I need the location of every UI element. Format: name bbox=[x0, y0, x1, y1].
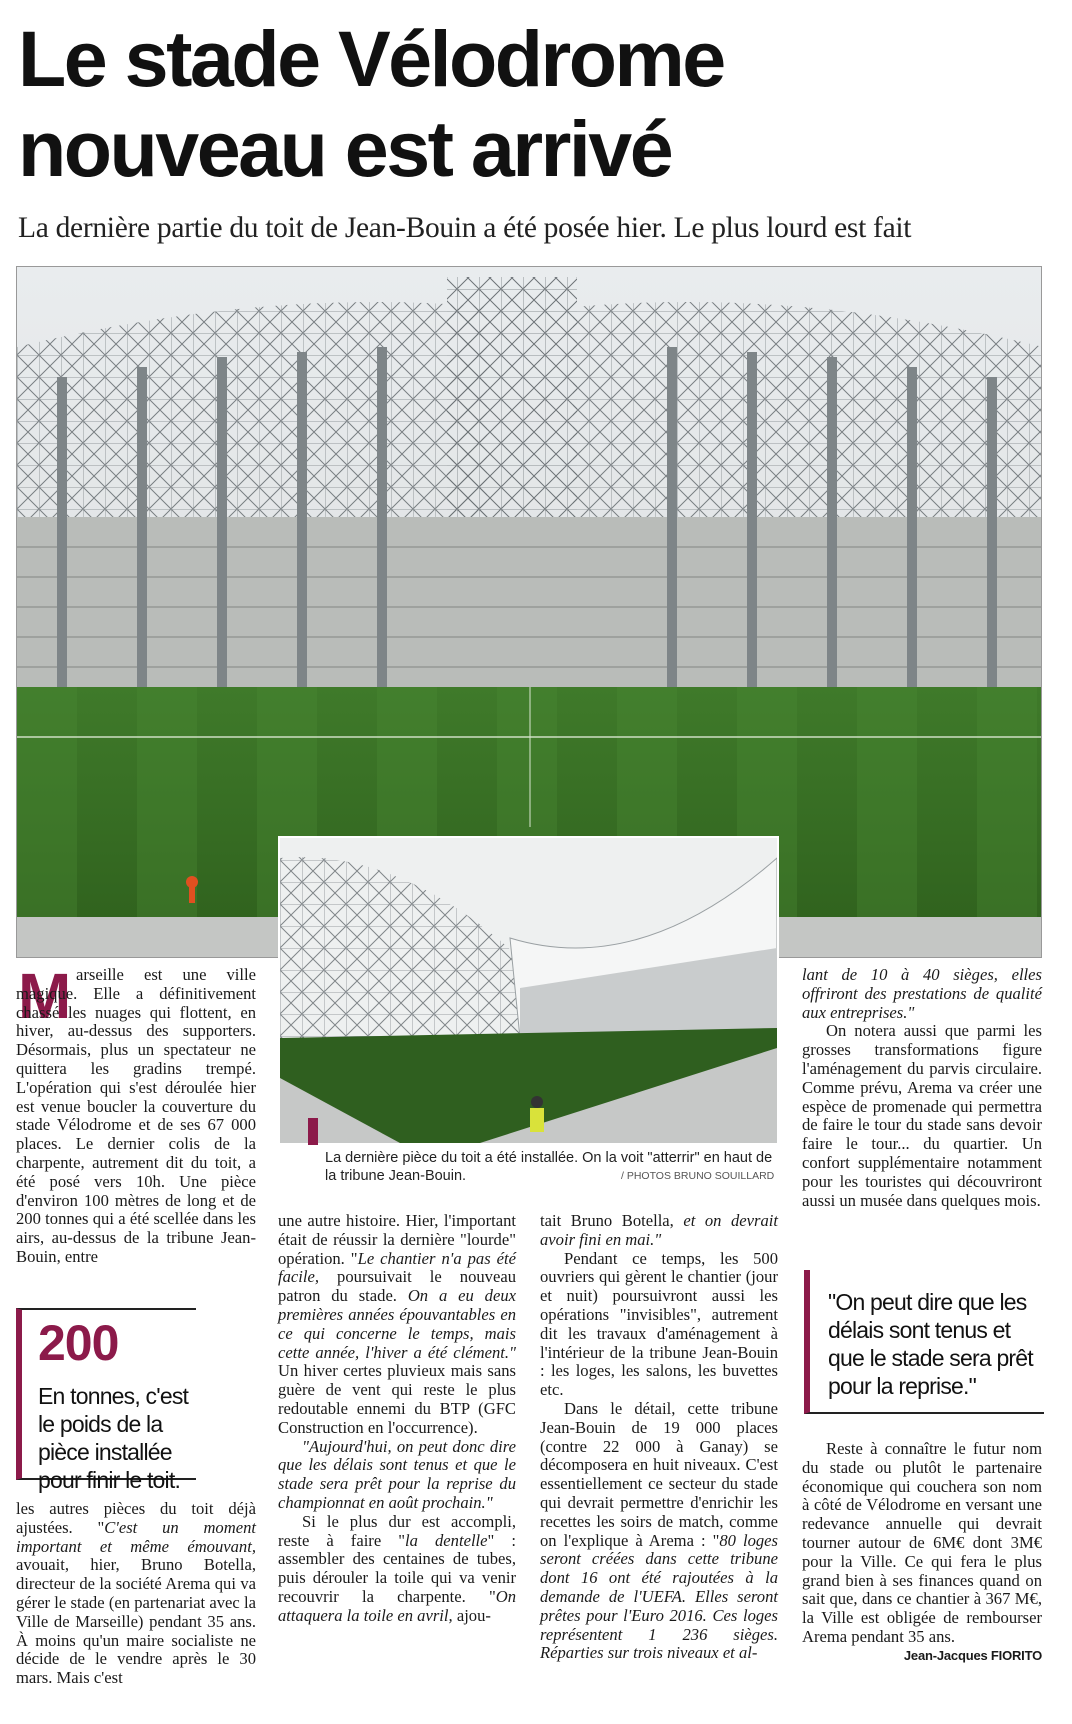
col3-p3-text: Dans le détail, cette tribune Jean-Bouin de 19 000 places (contre 22 000 à Ganay) se décomposera en huit niveaux. C'est essentiellement ce secteur du stade qui devrait permettre d'enrichir les recettes les soirs de match, comme on l'explique à Arema : " bbox=[540, 1398, 778, 1550]
col4-p3-text: Reste à connaître le futur nom du stade ou plutôt le partenaire économique qui couchera son nom à côté de Vélodrome en versant une redevance annuelle qui devrait tourner autour de 6M€ dont 3M€ pour la Ville. Ce qui fera le plus grand bien à ses finances quand on sait que, dans ce chantier à 367 M€, la Ville est obligée de rembourser Arema pendant 35 ans. bbox=[802, 1439, 1042, 1646]
stat-box bbox=[16, 1308, 196, 1493]
col3-paragraph-2: Pendant ce temps, les 500 ouvriers qui gèrent le chantier (jour et nuit) poursuivront aussi les opérations "invisibles", autrement dit les travaux d'aménagement à l'intérieur de la tribune Jean-Bouin : les loges, les salons, les buvettes etc. bbox=[540, 1248, 778, 1400]
col3-p3-quote: 80 loges seront créées dans cette tribune dont 16 ont été rajoutées à la demande de l'UEFA. Elles seront prêtes pour l'Euro 2016. Ces loges représentent 1 236 sièges. Réparties sur trois niveaux et al- bbox=[540, 1530, 778, 1663]
photo-caption bbox=[325, 1149, 775, 1185]
col2-p2-quote: "Aujourd'hui, on peut donc dire que les délais sont tenus et que le stade sera prêt pour la reprise du championnat en août prochain." bbox=[278, 1436, 516, 1512]
col2-p1-text-a: une autre histoire. Hier, l'important était de réussir la dernière "lourde" opération. " bbox=[278, 1211, 516, 1268]
pull-quote-box bbox=[804, 1270, 1044, 1414]
col2-p1-quote-1: Le chantier n'a pas été facile, bbox=[278, 1248, 516, 1287]
col2-paragraph-3 bbox=[278, 1513, 516, 1626]
col1-paragraph-2 bbox=[16, 1500, 256, 1688]
subheadline: La dernière partie du toit de Jean-Bouin a été posée hier. Le plus lourd est fait bbox=[18, 212, 912, 244]
col2-paragraph-1 bbox=[278, 1212, 516, 1438]
article-column-1 bbox=[16, 960, 256, 1267]
caption-box bbox=[278, 1145, 779, 1193]
col4-paragraph-2: On notera aussi que parmi les grosses transformations figure l'aménagement du parvis circulaire. Comme prévu, Arema va créer une espèce de promenade qui permettra de faire le tour du stade sans devoir faire le tour... du quartier. Un confort supplémentaire notamment pour les touristes qui découvriront aussi un musée dans quelques mois. bbox=[802, 1021, 1042, 1210]
col4-paragraph-1 bbox=[802, 966, 1042, 1022]
article-column-1-continued bbox=[16, 1500, 256, 1688]
col3-p1-quote: et on devrait avoir fini en mai." bbox=[540, 1211, 778, 1249]
inset-stadium-photo bbox=[278, 836, 779, 1145]
headline bbox=[18, 14, 1058, 194]
col2-p3-text-c: ajou- bbox=[452, 1605, 491, 1625]
col3-paragraph-3 bbox=[540, 1400, 778, 1663]
col2-p3-text-a: Si le plus dur est accompli, reste à faire " bbox=[278, 1511, 516, 1550]
col1-p2-text-a: les autres pièces du toit déjà ajustées. " bbox=[16, 1499, 256, 1537]
col2-p3-quote-2: On attaquera la toile en avril, bbox=[278, 1586, 516, 1625]
article-column-4-continued bbox=[802, 1440, 1042, 1666]
photo-credit: / PHOTOS BRUNO SOUILLARD bbox=[621, 1170, 775, 1182]
col1-paragraph-1: arseille est une ville magique. Elle a définitivement chassé les nuages qui flottent, en hiver, au-dessus des supporters. Désormais, plus un spectateur ne quittera les gradins trempé. L'opération qui s'est déroulée hier est venue boucler la couverture du stade Vélodrome et de ses 67 000 places. Le dernier colis de la charpente, autrement dit du toit, a été posé vers 10h. Une pièce d'environ 100 mètres de long et de 200 tonnes qui a été scellée dans les airs, au-dessus de la tribune Jean-Bouin, entre bbox=[16, 965, 256, 1266]
drop-cap: M bbox=[18, 960, 72, 1032]
pull-quote: "On peut dire que les délais sont tenus et que le stade sera prêt pour la reprise." bbox=[828, 1289, 1033, 1399]
col4-p1-quote: lant de 10 à 40 sièges, elles offriront des prestations de qualité aux entreprises." bbox=[802, 965, 1042, 1022]
stat-text: En tonnes, c'est le poids de la pièce installée pour finir le toit. bbox=[38, 1383, 189, 1493]
stat-number: 200 bbox=[38, 1315, 119, 1371]
headline-line-2: nouveau est arrivé bbox=[18, 104, 672, 193]
col1-p2-quote: C'est un moment important et même émouvant, bbox=[16, 1517, 256, 1556]
col2-p3-text-b: " : assembler des centaines de tubes, puis dérouler la toile qui va venir recouvrir la charpente. " bbox=[278, 1530, 516, 1606]
headline-line-1: Le stade Vélodrome bbox=[18, 14, 724, 103]
col1-p2-text-b: avouait, hier, Bruno Botella, directeur de la société Arema qui va gérer le stade (en partenariat avec la Ville de Marseille) pendant 35 ans. À moins qu'un maire socialiste ne décide de le vendre après le 30 mars. Mais c'est bbox=[16, 1555, 256, 1688]
caption-text: La dernière pièce du toit a été installée. On la voit "atterrir" en haut de la tribune Jean-Bouin. bbox=[325, 1150, 773, 1184]
article-column-4 bbox=[802, 966, 1042, 1210]
col2-p1-text-c: Un hiver certes pluvieux mais sans guère de vent qui reste le plus redoutable ennemi du BTP (GFC Construction en l'occurrence). bbox=[278, 1361, 516, 1437]
col2-paragraph-2 bbox=[278, 1438, 516, 1513]
byline: Jean-Jacques FIORITO bbox=[903, 1647, 1042, 1663]
col2-p1-text-b: poursuivait le nouveau patron du stade. bbox=[278, 1267, 516, 1306]
col4-paragraph-3 bbox=[802, 1439, 1042, 1663]
article-column-2 bbox=[278, 1212, 516, 1626]
col2-p3-quote-1: la dentelle bbox=[405, 1530, 488, 1550]
col2-p1-quote-2: On a eu deux premières années épouvantables en ce qui concerne le temps, mais cette année, l'hiver a été clément." bbox=[278, 1286, 516, 1362]
article-column-3 bbox=[540, 1212, 778, 1663]
col3-paragraph-1 bbox=[540, 1212, 778, 1250]
col3-p1-text: tait Bruno Botella, bbox=[540, 1211, 684, 1230]
